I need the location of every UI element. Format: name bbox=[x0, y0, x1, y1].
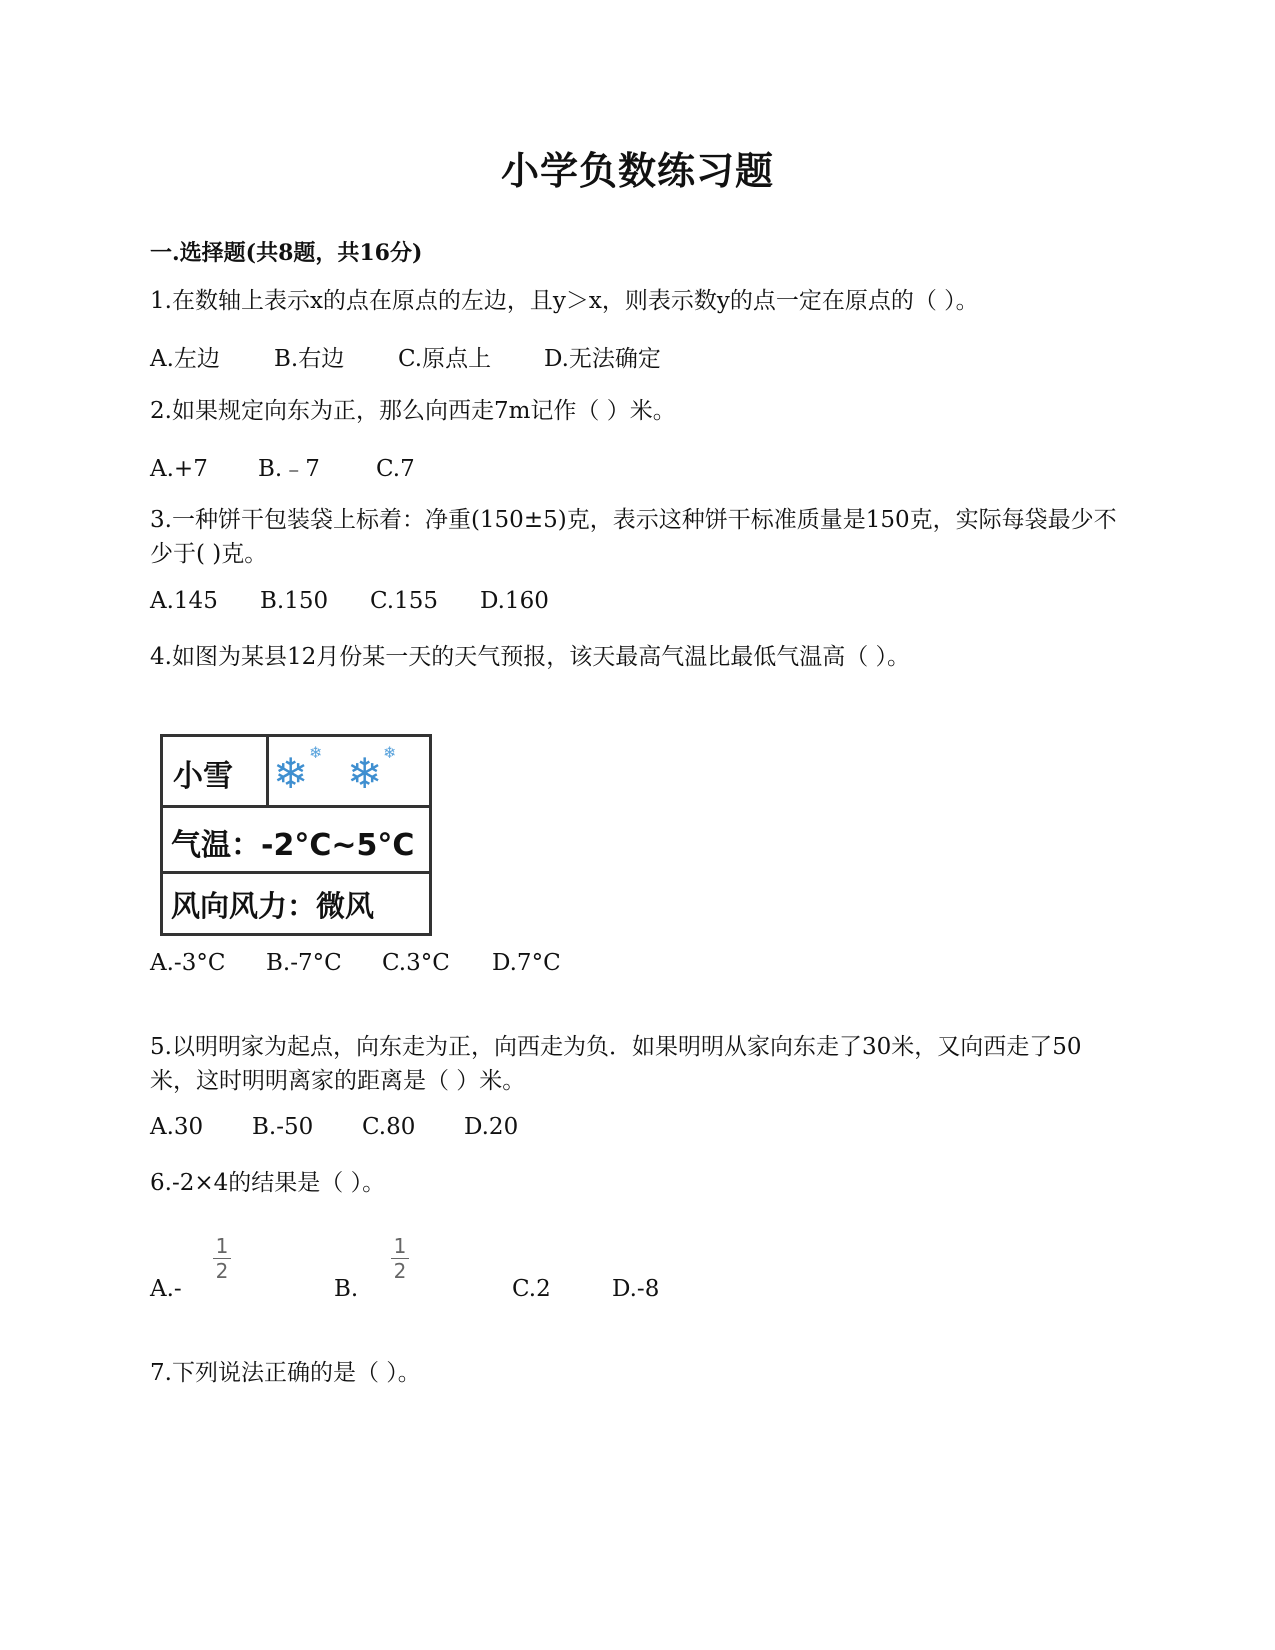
option-b[interactable]: B.﹣7 bbox=[258, 456, 320, 482]
option-d[interactable]: D.160 bbox=[480, 588, 549, 614]
option-b[interactable]: B.-50 bbox=[252, 1114, 314, 1140]
question-6-text: 6.-2×4的结果是（ ）。 bbox=[150, 1170, 386, 1196]
question-5-options bbox=[150, 1114, 518, 1140]
option-c[interactable]: C.原点上 bbox=[398, 346, 492, 372]
question-7-text: 7.下列说法正确的是（ ）。 bbox=[150, 1360, 421, 1386]
question-6-options bbox=[150, 1276, 659, 1302]
snowflake-icon: ❄ bbox=[383, 743, 397, 762]
question-4-options bbox=[150, 950, 561, 976]
question-2-options bbox=[150, 450, 415, 483]
weather-condition-row bbox=[163, 737, 429, 808]
option-a[interactable]: A.- bbox=[150, 1276, 182, 1302]
option-a[interactable]: A.+7 bbox=[150, 456, 208, 482]
snowflake-icon: ❄ bbox=[273, 749, 309, 798]
fraction-numerator: 1 bbox=[215, 1234, 229, 1258]
page-title: 小学负数练习题 bbox=[500, 148, 774, 193]
fraction-denominator: 2 bbox=[215, 1259, 229, 1283]
option-a[interactable]: A.-3°C bbox=[150, 950, 226, 976]
option-a[interactable]: A.145 bbox=[150, 588, 218, 614]
option-a-fraction bbox=[211, 1235, 233, 1282]
option-c[interactable]: C.7 bbox=[376, 456, 415, 482]
option-b[interactable]: B.150 bbox=[260, 588, 329, 614]
question-5-text: 5.以明明家为起点，向东走为正，向西走为负．如果明明从家向东走了30米，又向西走了50米，这时明明离家的距离是（ ）米。 bbox=[150, 1034, 1082, 1094]
weather-temperature: 气温：-2°C~5°C bbox=[171, 828, 415, 863]
weather-temperature-row bbox=[163, 808, 429, 874]
option-d[interactable]: D.7°C bbox=[492, 950, 561, 976]
question-4-text: 4.如图为某县12月份某一天的天气预报，该天最高气温比最低气温高（ ）。 bbox=[150, 644, 911, 670]
snowflake-icon: ❄ bbox=[347, 749, 383, 798]
fraction-numerator: 1 bbox=[393, 1234, 407, 1258]
divider bbox=[266, 737, 269, 805]
option-d[interactable]: D.-8 bbox=[612, 1276, 660, 1302]
option-b-fraction bbox=[389, 1235, 411, 1282]
option-c[interactable]: C.2 bbox=[512, 1276, 551, 1302]
question-1-text: 1.在数轴上表示x的点在原点的左边，且y＞x，则表示数y的点一定在原点的（ ）。 bbox=[150, 288, 979, 314]
option-b[interactable]: B.右边 bbox=[274, 346, 345, 372]
question-1-options bbox=[150, 340, 661, 373]
option-d[interactable]: D.20 bbox=[464, 1114, 519, 1140]
question-2-text: 2.如果规定向东为正，那么向西走7m记作（ ）米。 bbox=[150, 398, 676, 424]
weather-condition: 小雪 bbox=[173, 759, 233, 794]
option-c[interactable]: C.155 bbox=[370, 588, 438, 614]
weather-wind-row bbox=[163, 874, 429, 933]
option-d[interactable]: D.无法确定 bbox=[544, 346, 661, 372]
fraction-denominator: 2 bbox=[393, 1259, 407, 1283]
section-heading: 一.选择题(共8题，共16分) bbox=[150, 240, 423, 266]
question-3-options bbox=[150, 588, 549, 614]
snowflake-icon: ❄ bbox=[309, 743, 323, 762]
option-c[interactable]: C.3°C bbox=[382, 950, 450, 976]
option-a[interactable]: A.左边 bbox=[150, 346, 220, 372]
weather-wind: 风向风力：微风 bbox=[171, 889, 375, 923]
question-3-text: 3.一种饼干包装袋上标着：净重(150±5)克，表示这种饼干标准质量是150克，实际每袋最少不少于( )克。 bbox=[150, 507, 1117, 567]
option-b[interactable]: B. bbox=[334, 1276, 359, 1302]
option-b[interactable]: B.-7°C bbox=[266, 950, 342, 976]
option-a[interactable]: A.30 bbox=[150, 1114, 204, 1140]
weather-forecast-image bbox=[160, 734, 432, 936]
option-c[interactable]: C.80 bbox=[362, 1114, 416, 1140]
